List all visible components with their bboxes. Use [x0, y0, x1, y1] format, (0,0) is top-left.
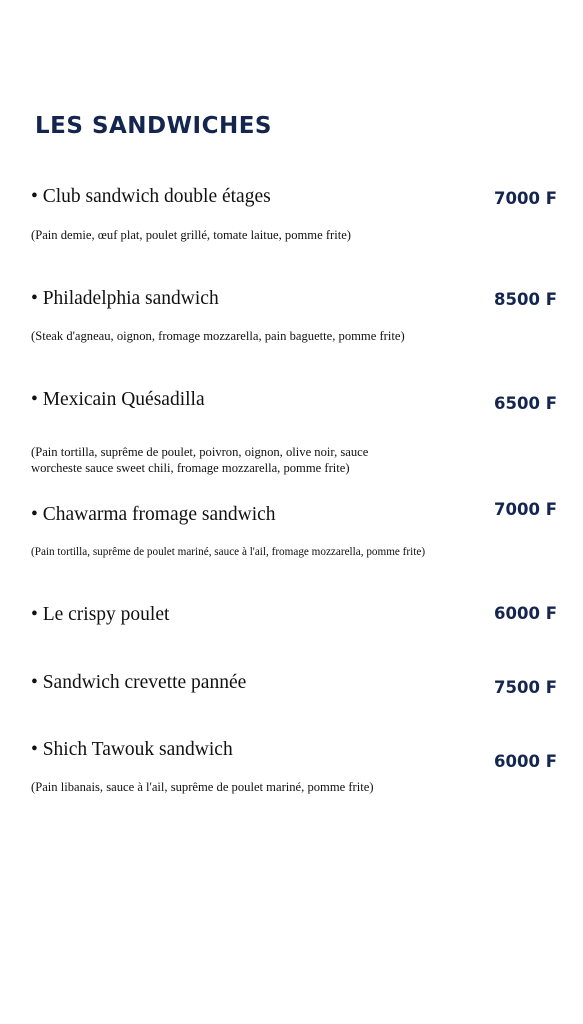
menu-item-name-philadelphia: • Philadelphia sandwich	[31, 288, 219, 309]
menu-item-name-chawarma: • Chawarma fromage sandwich	[31, 504, 276, 525]
menu-item-description-line: worcheste sauce sweet chili, fromage mozzarella, pomme frite)	[31, 461, 350, 475]
menu-item-price-quesadilla: 6500 F	[494, 394, 557, 413]
menu-item-price-club-sandwich: 7000 F	[494, 189, 557, 208]
menu-item-description-club-sandwich: (Pain demie, œuf plat, poulet grillé, tomate laitue, pomme frite)	[31, 228, 351, 242]
menu-item-name-quesadilla: • Mexicain Quésadilla	[31, 389, 205, 410]
menu-item-description-shich-tawouk: (Pain libanais, sauce à l'ail, suprême de poulet mariné, pomme frite)	[31, 780, 374, 794]
menu-item-name-crispy-poulet: • Le crispy poulet	[31, 604, 170, 625]
menu-item-name-club-sandwich: • Club sandwich double étages	[31, 186, 271, 207]
page-title: LES SANDWICHES	[35, 113, 272, 139]
menu-item-description-quesadilla	[31, 444, 451, 476]
menu-item-description-line: (Pain tortilla, suprême de poulet, poivron, oignon, olive noir, sauce	[31, 445, 369, 459]
menu-item-description-chawarma: (Pain tortilla, suprême de poulet mariné, sauce à l'ail, fromage mozzarella, pomme frite)	[31, 546, 426, 558]
menu-item-name-shich-tawouk: • Shich Tawouk sandwich	[31, 739, 233, 760]
menu-item-name-crevette: • Sandwich crevette pannée	[31, 672, 247, 693]
menu-item-description-philadelphia: (Steak d'agneau, oignon, fromage mozzarella, pain baguette, pomme frite)	[31, 329, 405, 343]
menu-item-price-philadelphia: 8500 F	[494, 290, 557, 309]
menu-item-price-crispy-poulet: 6000 F	[494, 604, 557, 623]
menu-item-price-crevette: 7500 F	[494, 678, 557, 697]
menu-item-price-chawarma: 7000 F	[494, 500, 557, 519]
menu-item-price-shich-tawouk: 6000 F	[494, 752, 557, 771]
